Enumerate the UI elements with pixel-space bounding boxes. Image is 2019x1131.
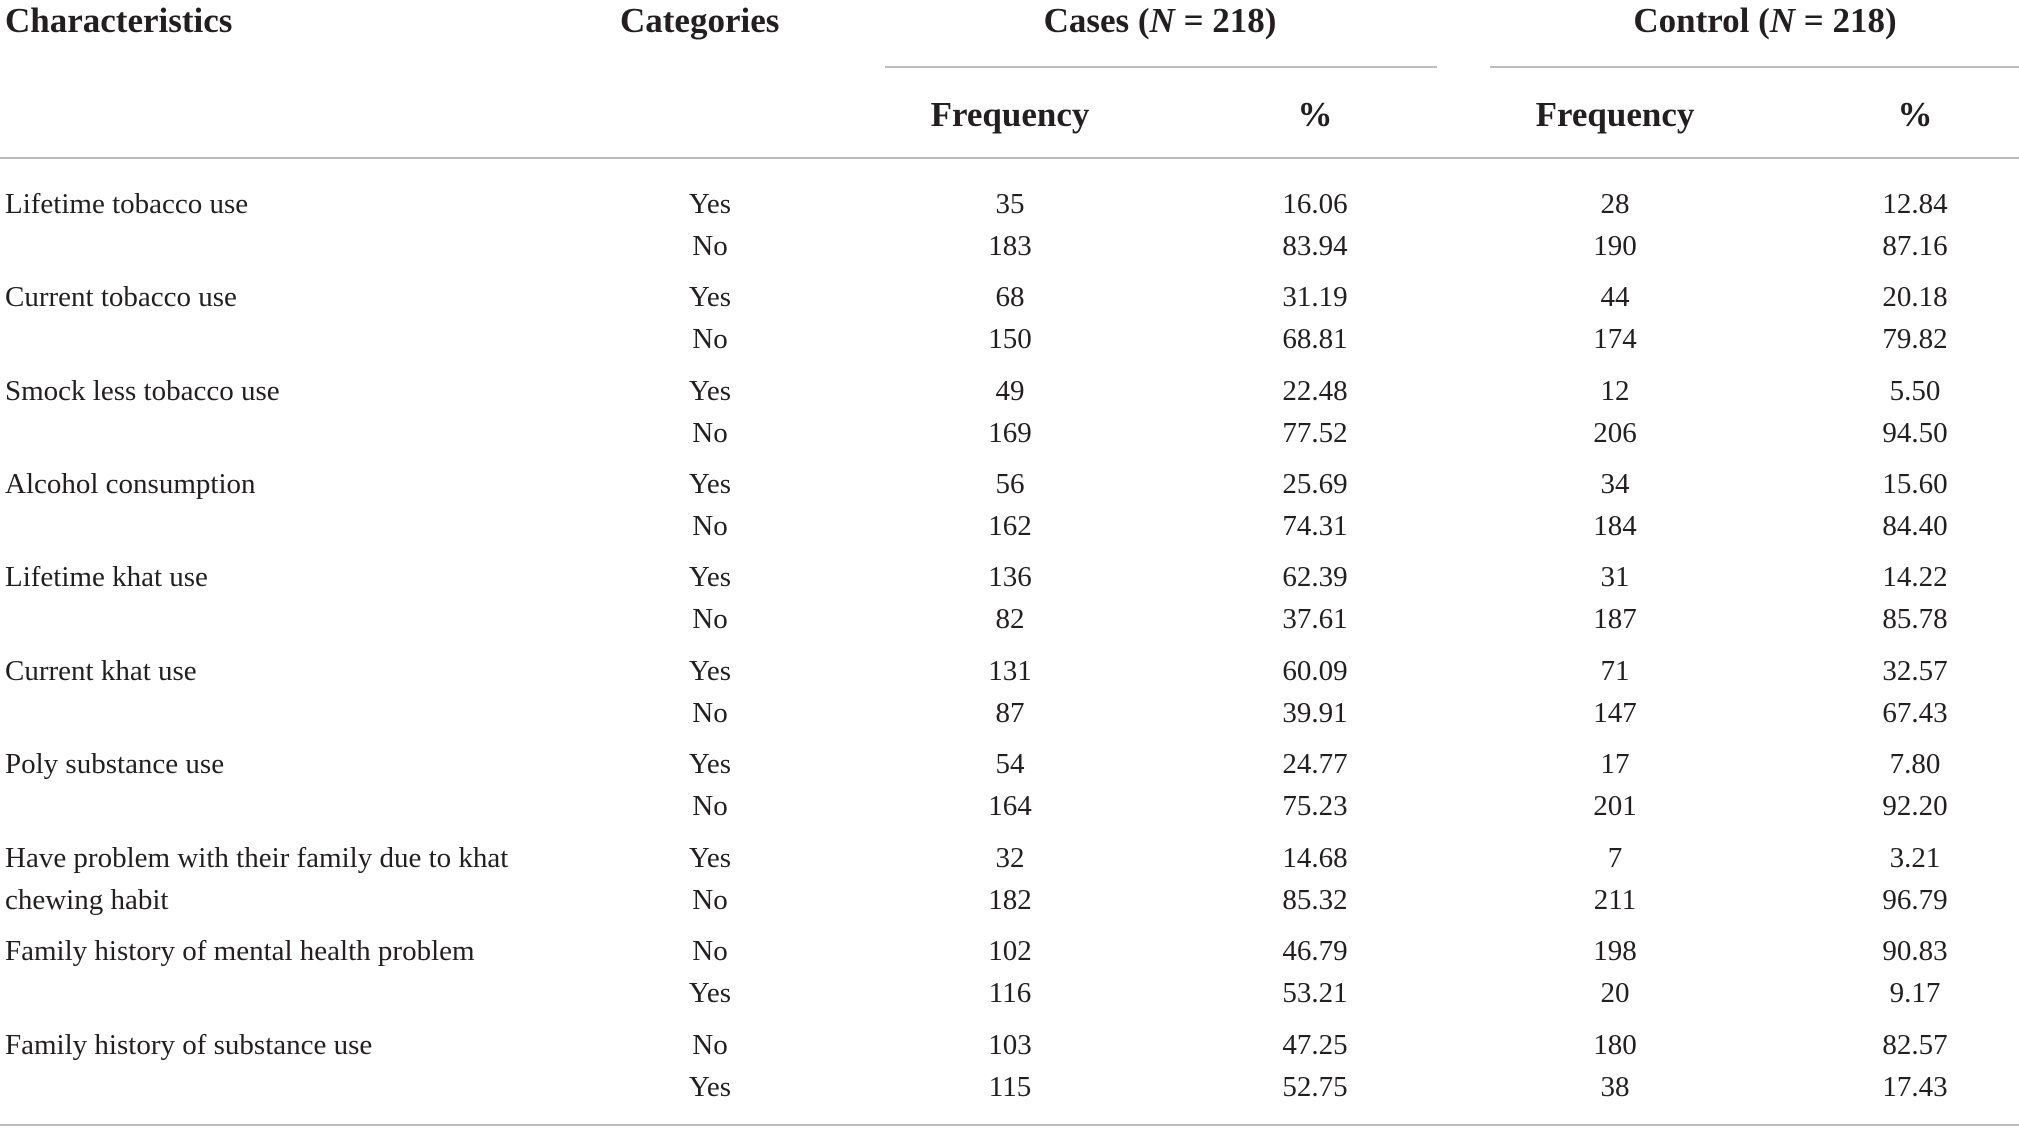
header-characteristics: Characteristics [5,1,233,40]
cases-frequency-cell: 131 [988,655,1032,687]
row-category: Yes [688,561,732,593]
cases-frequency-cell: 54 [995,748,1025,780]
row-characteristic: Smock less tobacco use [5,375,280,407]
control-frequency-cell: 20 [1600,977,1630,1009]
control-percent-cell: 92.20 [1882,790,1948,822]
cases-percent-cell: 47.25 [1282,1029,1348,1061]
cases-frequency-cell: 32 [995,842,1025,874]
row-category: Yes [688,842,732,874]
control-frequency-cell: 206 [1593,417,1637,449]
header-cases-frequency: Frequency [930,95,1090,134]
row-category: No [692,1029,728,1061]
cases-frequency-cell: 56 [995,468,1025,500]
cases-percent-cell: 14.68 [1282,842,1348,874]
control-frequency-cell: 71 [1600,655,1630,687]
row-category: Yes [688,188,732,220]
header-cases: Cases (N = 218) [1043,1,1277,40]
header-cases-percent: % [1297,95,1333,134]
row-category: No [692,230,728,262]
control-frequency-cell: 184 [1593,510,1637,542]
control-percent-cell: 32.57 [1882,655,1948,687]
control-frequency-cell: 180 [1593,1029,1637,1061]
cases-percent-cell: 37.61 [1282,603,1348,635]
control-frequency-cell: 147 [1593,697,1637,729]
row-category: No [692,323,728,355]
row-characteristic: Current tobacco use [5,281,237,313]
cases-frequency-cell: 68 [995,281,1025,313]
control-frequency-cell: 198 [1593,935,1637,967]
cases-percent-cell: 77.52 [1282,417,1348,449]
cases-percent-cell: 25.69 [1282,468,1348,500]
control-percent-cell: 67.43 [1882,697,1948,729]
cases-frequency-cell: 164 [988,790,1032,822]
control-percent-cell: 9.17 [1889,977,1941,1009]
row-category: No [692,790,728,822]
control-frequency-cell: 201 [1593,790,1637,822]
cases-frequency-cell: 162 [988,510,1032,542]
cases-spanner-rule [885,66,1437,68]
cases-percent-cell: 39.91 [1282,697,1348,729]
cases-percent-cell: 85.32 [1282,884,1348,916]
control-percent-cell: 96.79 [1882,884,1948,916]
control-percent-cell: 87.16 [1882,230,1948,262]
header-control: Control (N = 218) [1633,1,1897,40]
cases-percent-cell: 75.23 [1282,790,1348,822]
row-category: No [692,417,728,449]
row-category: No [692,697,728,729]
control-frequency-cell: 34 [1600,468,1630,500]
cases-frequency-cell: 116 [988,977,1032,1009]
control-percent-cell: 85.78 [1882,603,1948,635]
control-percent-cell: 7.80 [1889,748,1941,780]
cases-percent-cell: 62.39 [1282,561,1348,593]
row-characteristic: Current khat use [5,655,197,687]
control-percent-cell: 90.83 [1882,935,1948,967]
cases-frequency-cell: 82 [995,603,1025,635]
control-percent-cell: 3.21 [1889,842,1941,874]
row-characteristic: Alcohol consumption [5,468,256,500]
cases-frequency-cell: 182 [988,884,1032,916]
cases-percent-cell: 74.31 [1282,510,1348,542]
control-percent-cell: 84.40 [1882,510,1948,542]
control-frequency-cell: 190 [1593,230,1637,262]
header-categories: Categories [620,1,780,40]
cases-percent-cell: 83.94 [1282,230,1348,262]
control-percent-cell: 12.84 [1882,188,1948,220]
control-frequency-cell: 38 [1600,1071,1630,1103]
cases-percent-cell: 22.48 [1282,375,1348,407]
control-percent-cell: 79.82 [1882,323,1948,355]
row-category: Yes [688,468,732,500]
cases-frequency-cell: 103 [988,1029,1032,1061]
cases-percent-cell: 52.75 [1282,1071,1348,1103]
control-frequency-cell: 187 [1593,603,1637,635]
row-characteristic: Family history of mental health problem [5,935,475,967]
control-frequency-cell: 44 [1600,281,1630,313]
table-bottom-rule [0,1124,2019,1126]
control-percent-cell: 5.50 [1889,375,1941,407]
row-category: No [692,884,728,916]
row-characteristic: Lifetime tobacco use [5,188,249,220]
row-category: Yes [688,977,732,1009]
control-frequency-cell: 7 [1607,842,1623,874]
header-bottom-rule [0,157,2019,159]
cases-frequency-cell: 87 [995,697,1025,729]
control-frequency-cell: 174 [1593,323,1637,355]
header-control-percent: % [1897,95,1933,134]
control-frequency-cell: 211 [1593,884,1637,916]
row-characteristic: Family history of substance use [5,1029,373,1061]
control-frequency-cell: 31 [1600,561,1630,593]
control-frequency-cell: 17 [1600,748,1630,780]
control-percent-cell: 20.18 [1882,281,1948,313]
cases-percent-cell: 31.19 [1282,281,1348,313]
cases-frequency-cell: 49 [995,375,1025,407]
row-category: Yes [688,1071,732,1103]
cases-frequency-cell: 35 [995,188,1025,220]
row-category: No [692,935,728,967]
cases-frequency-cell: 115 [988,1071,1032,1103]
control-spanner-rule [1490,66,2019,68]
cases-frequency-cell: 183 [988,230,1032,262]
row-category: Yes [688,375,732,407]
cases-percent-cell: 68.81 [1282,323,1348,355]
row-category: No [692,510,728,542]
cases-percent-cell: 60.09 [1282,655,1348,687]
control-percent-cell: 94.50 [1882,417,1948,449]
control-percent-cell: 14.22 [1882,561,1948,593]
row-characteristic: Have problem with their family due to khat chewing habit [5,842,509,916]
cases-frequency-cell: 102 [988,935,1032,967]
header-control-frequency: Frequency [1535,95,1695,134]
cases-frequency-cell: 136 [988,561,1032,593]
row-characteristic: Poly substance use [5,748,225,780]
control-percent-cell: 15.60 [1882,468,1948,500]
cases-percent-cell: 53.21 [1282,977,1348,1009]
cases-frequency-cell: 150 [988,323,1032,355]
cases-frequency-cell: 169 [988,417,1032,449]
cases-percent-cell: 46.79 [1282,935,1348,967]
control-percent-cell: 17.43 [1882,1071,1948,1103]
row-category: Yes [688,748,732,780]
row-category: Yes [688,281,732,313]
control-frequency-cell: 28 [1600,188,1630,220]
control-frequency-cell: 12 [1600,375,1630,407]
control-percent-cell: 82.57 [1882,1029,1948,1061]
row-characteristic: Lifetime khat use [5,561,208,593]
cases-percent-cell: 24.77 [1282,748,1348,780]
cases-percent-cell: 16.06 [1282,188,1348,220]
row-category: Yes [688,655,732,687]
row-category: No [692,603,728,635]
